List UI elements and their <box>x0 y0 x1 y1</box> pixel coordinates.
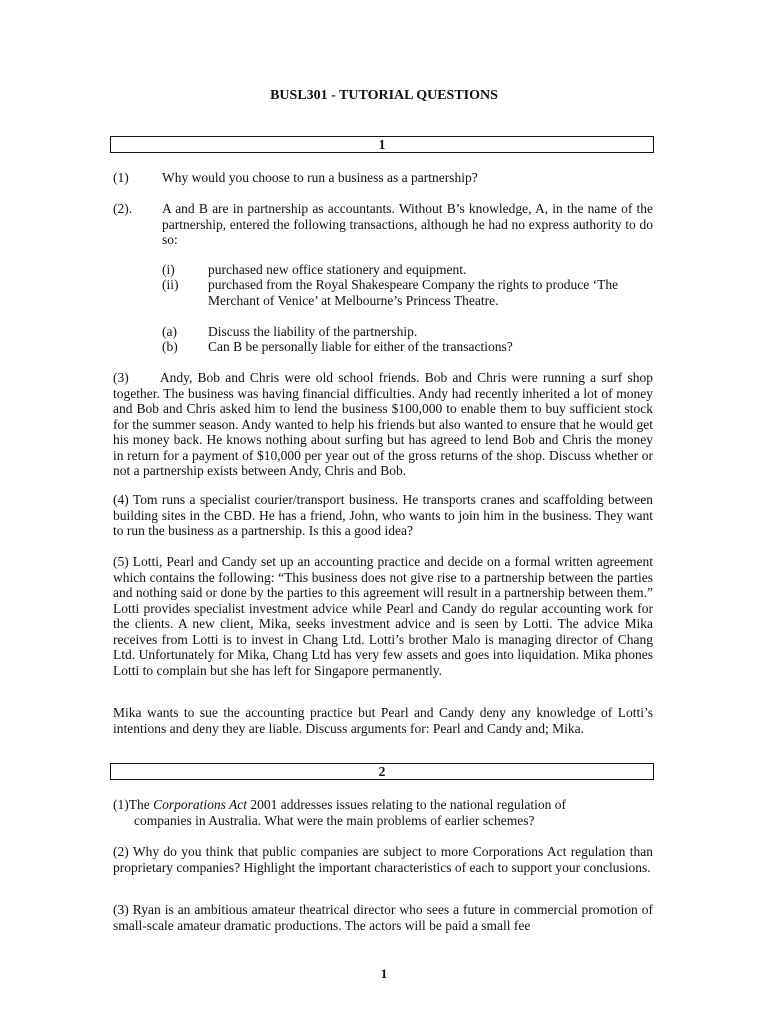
question-prefix: (1)The <box>113 797 154 812</box>
question-paragraph: Mika wants to sue the accounting practice but Pearl and Candy deny any knowledge of Lotti’s intentions and deny they are liable. Discuss arguments for: Pearl and Candy and; Mika. <box>113 705 653 736</box>
question-text: Why would you choose to run a business as a partnership? <box>162 170 478 185</box>
question-text-continued: companies in Australia. What were the main problems of earlier schemes? <box>134 812 535 828</box>
question-paragraph: (4) Tom runs a specialist courier/transport business. He transports cranes and scaffolding between building sites in the CBD. He has a friend, John, who wants to join him in the business. They want to run the business as a partnership. Is this a good idea? <box>113 492 653 538</box>
part-text: Can B be personally liable for either of the transactions? <box>208 339 513 354</box>
question-paragraph: (2) Why do you think that public companies are subject to more Corporations Act regulation than proprietary companies? Highlight the important characteristics of each to support your conclusions. <box>113 844 653 875</box>
question-paragraph: (3) Andy, Bob and Chris were old school friends. Bob and Chris were running a surf shop together. The business was having financial difficulties. Andy had recently inherited a lot of money and Bob and Chris asked him to lend the business $100,000 to enable them to buy sufficient stock for the summer season. Andy wanted to help his friends but also wanted to ensure that he would get his money back. He knows nothing about surfing but has agreed to lend Bob and Chris the money in return for a payment of $10,000 per year out of the gross returns of the shop. Discuss whether or not a partnership exists between Andy, Chris and Bob. <box>113 370 653 478</box>
question-paragraph: (5) Lotti, Pearl and Candy set up an accounting practice and decide on a formal written agreement which contains the following: “This business does not give rise to a partnership between the parties and nothing said or done by the parties to this agreement will result in a partnership between them.” Lotti provides specialist investment advice while Pearl and Candy do regular accounting work for the clients. A new client, Mika, seeks investment advice and is seen by Lotti. The advice Mika receives from Lotti is to invest in Chang Ltd. Lotti’s brother Malo is managing director of Chang Ltd. Unfortunately for Mika, Chang Ltd has very few assets and goes into liquidation. Mika phones Lotti to complain but she has left for Singapore permanently. <box>113 554 653 678</box>
item-number: (i) <box>162 262 175 277</box>
part-number: (a) <box>162 324 177 339</box>
section-heading-2: 2 <box>110 763 654 780</box>
page-number: 1 <box>380 966 388 981</box>
question-number: (2). <box>113 201 133 216</box>
question-paragraph <box>113 797 653 828</box>
question-paragraph: (3) Ryan is an ambitious amateur theatrical director who sees a future in commercial promotion of small-scale amateur dramatic productions. The actors will be paid a small fee <box>113 902 653 933</box>
section-heading-1: 1 <box>110 136 654 153</box>
document-title: BUSL301 - TUTORIAL QUESTIONS <box>270 88 498 103</box>
part-text: Discuss the liability of the partnership. <box>208 324 418 339</box>
statute-name: Corporations Act <box>153 797 247 812</box>
part-number: (b) <box>162 339 178 354</box>
item-text: purchased from the Royal Shakespeare Company the rights to produce ‘The Merchant of Venice’ at Melbourne’s Princess Theatre. <box>208 277 619 308</box>
question-number: (1) <box>113 170 129 185</box>
question-text: 2001 addresses issues relating to the national regulation of <box>247 797 567 812</box>
item-number: (ii) <box>162 277 179 292</box>
question-text: A and B are in partnership as accountants. Without B’s knowledge, A, in the name of the partnership, entered the following transactions, although he had no express authority to do so: <box>162 201 653 247</box>
item-text: purchased new office stationery and equipment. <box>208 262 467 277</box>
